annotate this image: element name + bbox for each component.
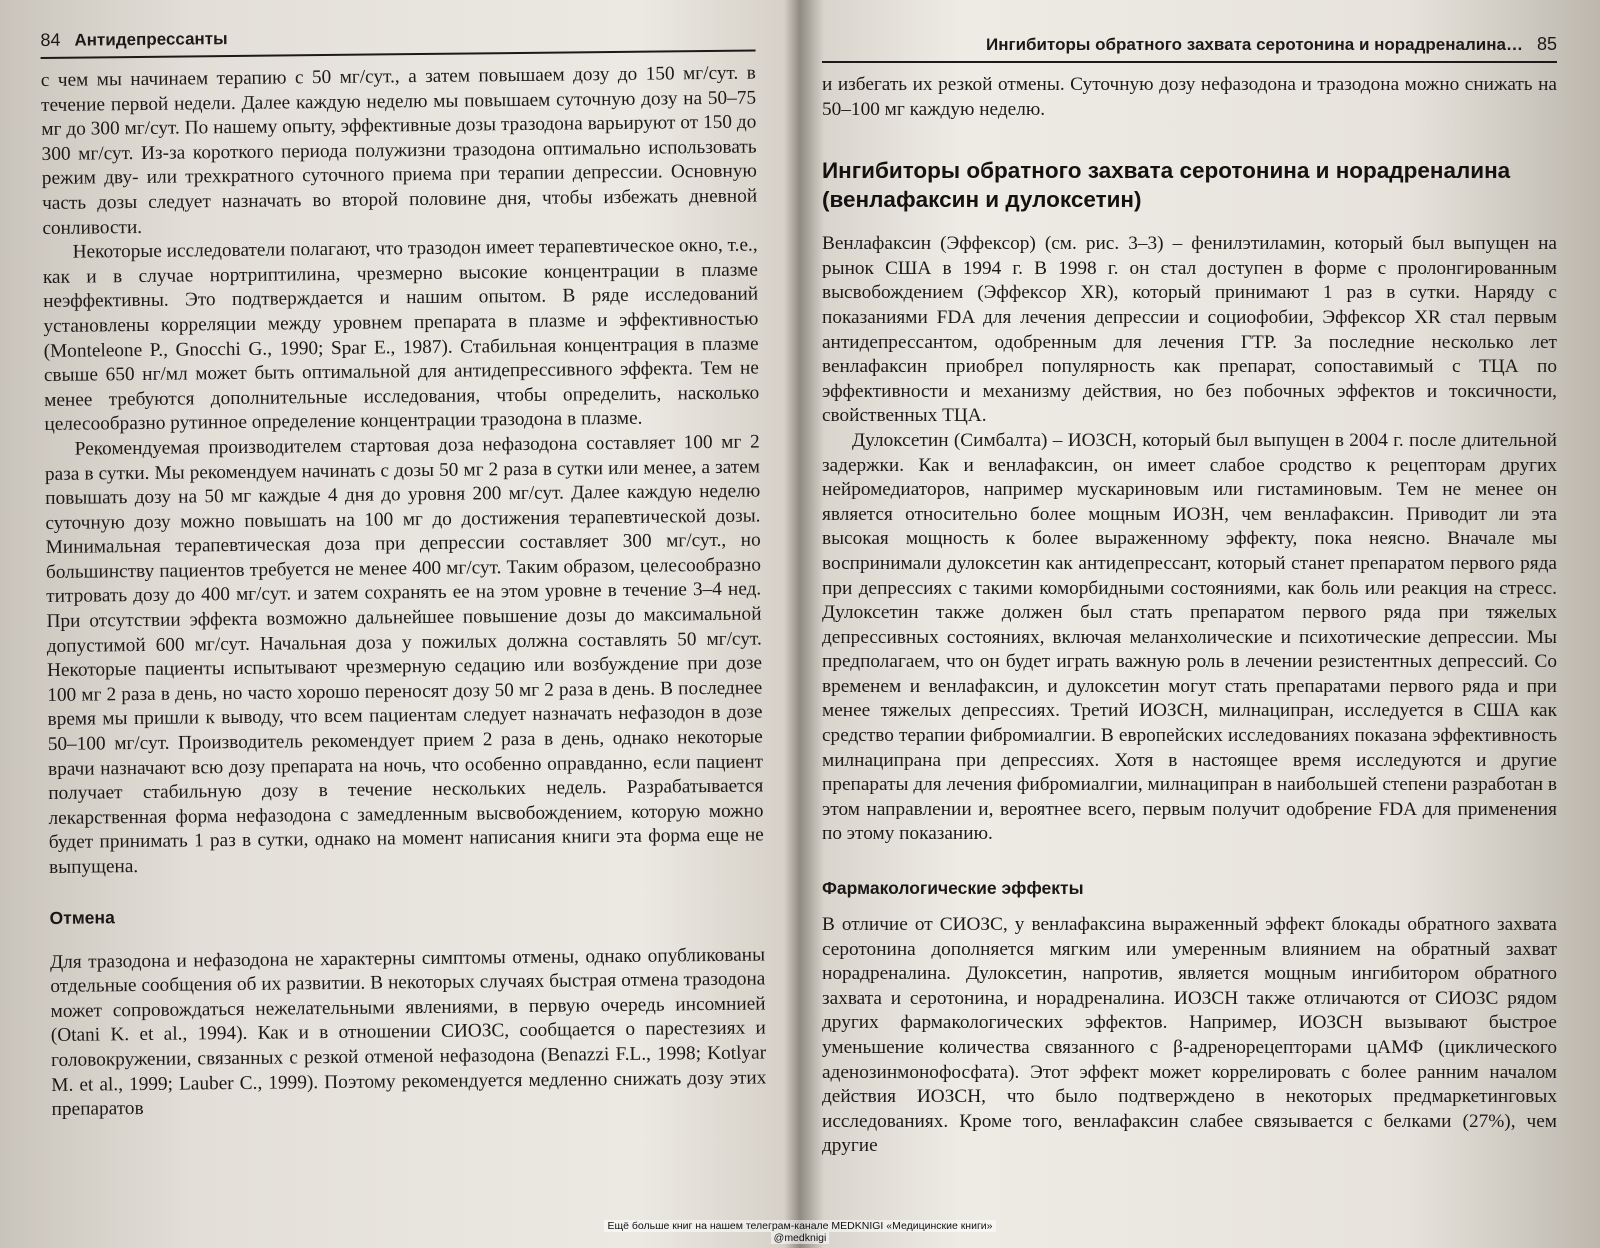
right-body-text bbox=[822, 73, 1557, 1159]
withdrawal-subheading: Отмена bbox=[49, 906, 115, 928]
left-page bbox=[40, 0, 768, 1248]
left-running-head bbox=[40, 23, 755, 59]
left-running-title: Антидепрессанты bbox=[74, 29, 228, 50]
right-page-number: 85 bbox=[1536, 34, 1557, 54]
right-page bbox=[822, 0, 1557, 1248]
duloxetine-paragraph: Дулоксетин (Симбалта) – ИОЗСН, который был выпущен в 2004 г. после длительной задержки. Как и венлафаксин, он имеет слабое сродство к рецепторам других нейромедиаторов, например мускариновым или гистаминовым. Тем не менее он является относительно более мощным ИОЗН, чем венлафаксин. Приводит ли эта высокая мощность к более выраженному эффекту, пока неясно. Вначале мы воспринимали дулоксетин как антидепрессант, который станет препаратом первого ряда при депрессиях с такими коморбидными состояниями, как боль или реакция на стресс. Дулоксетин также должен был стать препаратом первого ряда при тяжелых депрессивных состояниях, включая меланхолические и психотические депрессии. Мы предполагаем, что он будет играть важную роль в лечении резистентных депрессий. Со временем и венлафаксин, и дулоксетин могут стать препаратами первого ряда и при менее тяжелых депрессиях. Третий ИОЗСН, милнаципран, исследуется в США как средство терапии фибромиалгии. В европейских исследованиях показана эффективность милнаципрана при депрессиях. Хотя в настоящее время исследуются и другие препараты для лечения фибромиалгии, милнаципран в наибольшей степени разработан в этом направлении и, вероятнее всего, первым получит одобрение FDA для применения по этому показанию. bbox=[822, 429, 1557, 845]
watermark-line-1: Ещё больше книг на нашем телеграм-канале MEDKNIGI «Медицинские книги» bbox=[604, 1220, 995, 1232]
watermark-line-2: @medknigi bbox=[771, 1232, 830, 1244]
left-paragraph-3: Рекомендуемая производителем стартовая доза нефазодона составляет 100 мг 2 раза в сутки. Мы рекомендуем начинать с дозы 50 мг 2 раза в сутки или менее, а затем повышать дозу на 50 мг каждые 4 дня до уровня 200 мг/сут. Далее каждую неделю суточную дозу можно повышать на 100 мг до достижения терапевтической дозы. Минимальная терапевтическая доза при депрессии составляет 300 мг/сут., но большинству пациентов требуется не менее 400 мг/сут. Таким образом, целесообразно титровать дозу до 400 мг/сут. и затем сохранять ее на этом уровне в течение 3–4 нед. При отсутствии эффекта возможно дальнейшее повышение дозы до максимальной допустимой 600 мг/сут. Начальная доза у пожилых должна составлять 50 мг/сут. Некоторые пациенты испытывают чрезмерную седацию или возбуждение при дозе 100 мг 2 раза в день, но часто хорошо переносят дозу 50 мг 2 раза в день. В последнее время мы пришли к выводу, что всем пациентам следует назначать нефазодон в дозе 50–100 мг/сут. Производитель рекомендует прием 2 раза в день, однако некоторые врачи назначают всю дозу препарата на ночь, что особенно оправданно, если пациент получает стабильную дозу в течение нескольких недель. Разрабатывается лекарственная форма нефазодона с замедленным высвобождением, которую можно будет принимать 1 раз в сутки, однако на момент написания книги эта форма еще не выпущена. bbox=[44, 431, 764, 878]
left-paragraph-1: с чем мы начинаем терапию с 50 мг/сут., а затем повышаем дозу до 150 мг/сут. в течение первой недели. Далее каждую неделю мы повышаем суточную дозу на 50–75 мг до 300 мг/сут. По нашему опыту, эффективные дозы тразодона варьируют от 150 до 300 мг/сут. Из-за короткого периода полужизни тразодона оптимально использовать режим дву- или трехкратного суточного приема при терапии депрессии. Основную часть дозы следует назначать во второй половине дня, чтобы избежать дневной сонливости. bbox=[40, 62, 758, 239]
left-page-number: 84 bbox=[40, 29, 61, 50]
left-paragraph-2: Некоторые исследователи полагают, что тразодон имеет терапевтическое окно, т.е., как и в случае нортриптилина, чрезмерно высокие концентрации в плазме неэффективны. Это подтверждается и нашим опытом. В ряде исследований установлены корреляции между уровнем препарата в плазме и эффективностью (Monteleone P., Gnocchi G., 1990; Spar E., 1987). Стабильная концентрация в плазме свыше 650 нг/мл может быть оптимальной для антидепрессивного эффекта. Тем не менее требуются дополнительные исследования, чтобы определить, насколько целесообразно рутинное определение концентрации тразодона в плазме. bbox=[42, 234, 760, 436]
right-opening-paragraph: и избегать их резкой отмены. Суточную дозу нефазодона и тразодона можно снижать на 50–100 мг каждую неделю. bbox=[822, 74, 1557, 120]
pharmacology-paragraph: В отличие от СИОЗС, у венлафаксина выраженный эффект блокады обратного захвата серотонина дополняется мягким или умеренным влиянием на обратный захват норадреналина. Дулоксетин, напротив, является мощным ингибитором обратного захвата и серотонина, и норадреналина. ИОЗСН также отличаются от СИОЗС рядом других фармакологических эффектов. Например, ИОЗСН вызывают быстрое уменьшение количества связанного с β-адренорецепторами цАМФ (циклического аденозинмонофосфата). Этот эффект может коррелировать с более ранним началом действия ИОЗСН, что было подтверждено в некоторых предмаркетинговых исследованиях. Кроме того, венлафаксин слабее связывается с белками (27%), чем другие bbox=[822, 914, 1557, 1157]
section-heading: Ингибиторы обратного захвата серотонина и норадреналина (венлафаксин и дулоксетин) bbox=[822, 158, 1511, 213]
watermark-footer bbox=[0, 1220, 1600, 1244]
pharmacology-subheading: Фармакологические эффекты bbox=[822, 878, 1084, 899]
right-running-head bbox=[822, 34, 1557, 63]
left-body-text bbox=[41, 62, 767, 1123]
venlafaxine-paragraph: Венлафаксин (Эффексор) (см. рис. 3–3) – фенилэтиламин, который был выпущен на рынок США в 1994 г. В 1998 г. он стал доступен в форме с пролонгированным высвобождением (Эффексор XR), который принимают 1 раз в сутки. Наряду с показаниями FDA для лечения депрессии и социофобии, Эффексор XR стал первым антидепрессантом, одобренным для лечения ГТР. За последние несколько лет венлафаксин приобрел популярность как препарат, сопоставимый с ТЦА по эффективности и механизму действия, но без побочных эффектов и токсичности, свойственных ТЦА. bbox=[822, 233, 1557, 427]
right-running-title: Ингибиторы обратного захвата серотонина и норадреналина… bbox=[986, 35, 1523, 54]
withdrawal-paragraph: Для тразодона и нефазодона не характерны симптомы отмены, однако опубликованы отдельные сообщения об их развитии. В некоторых случаях быстрая отмена тразодона может сопровождаться нежелательными явлениями, в первую очередь инсомнией (Otani K. et al., 1994). Как и в отношении СИОЗС, сообщается о парестезиях и головокружении, связанных с резкой отменой нефазодона (Benazzi F.L., 1998; Kotlyar M. et al., 1999; Lauber C., 1999). Поэтому рекомендуется медленно снижать дозу этих препаратов bbox=[49, 944, 767, 1121]
